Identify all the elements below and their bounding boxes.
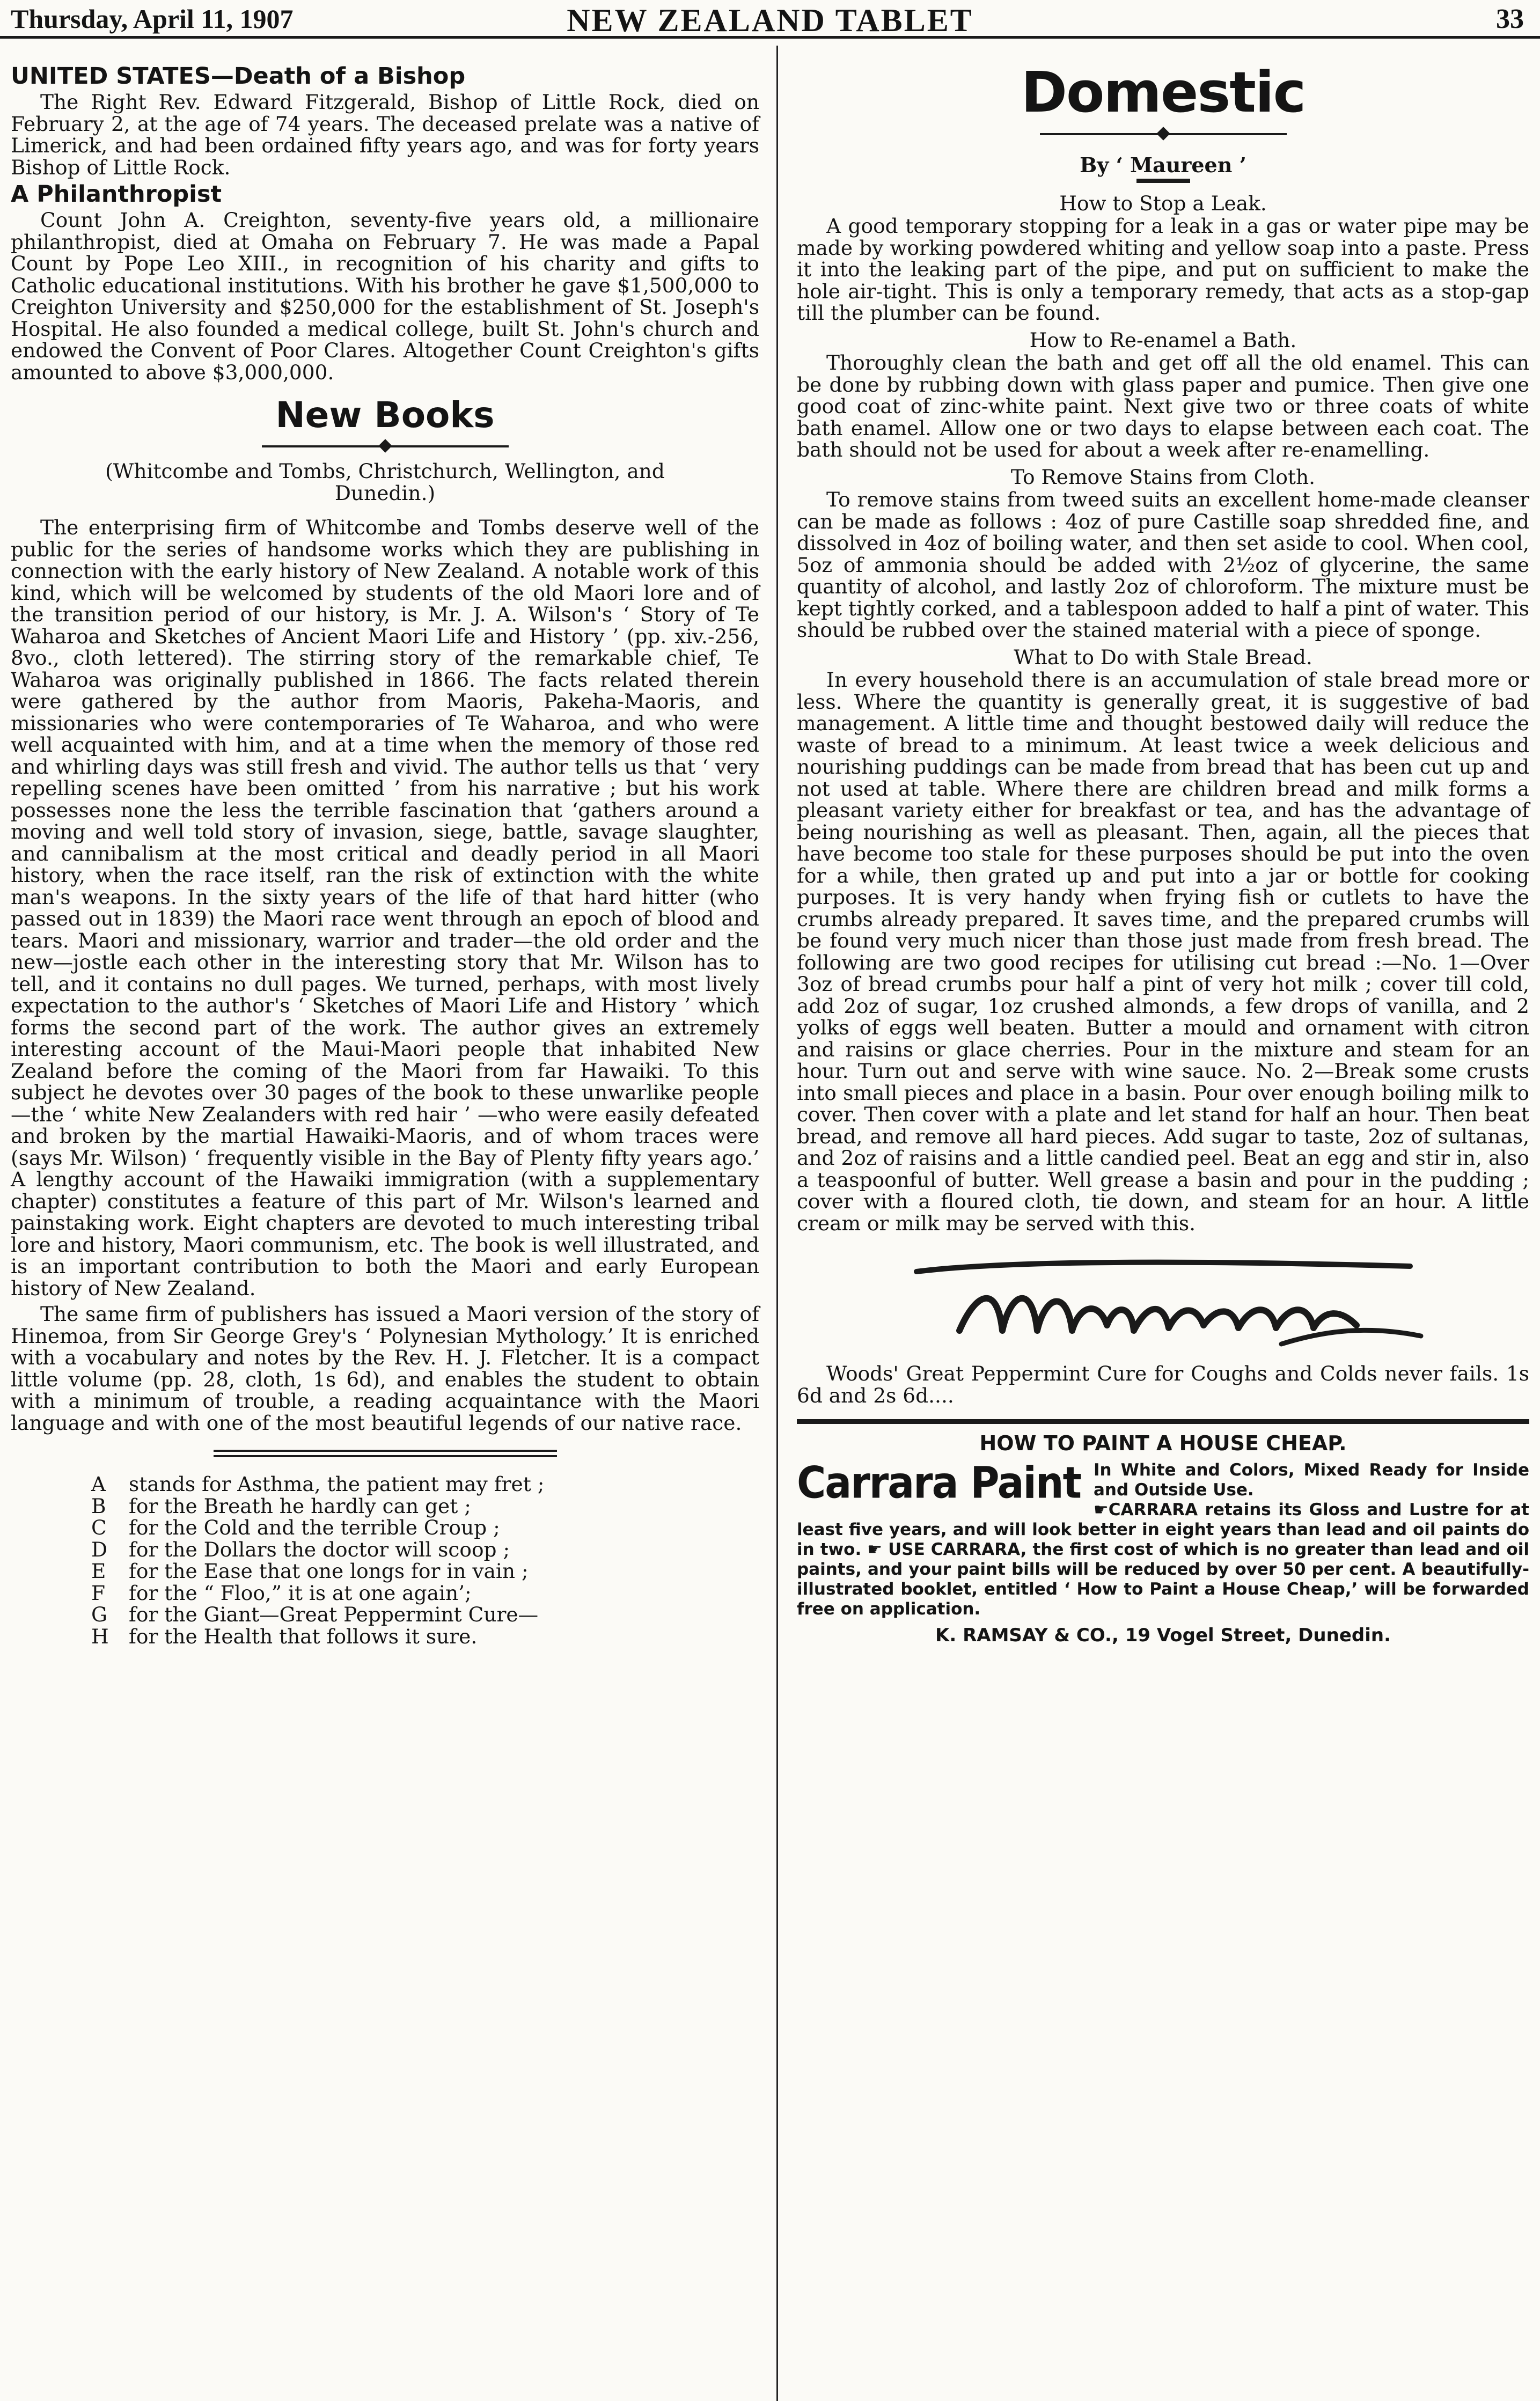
- byline: By ‘ Maureen ’: [1080, 153, 1246, 177]
- verse-line: G for the Giant—Great Peppermint Cure—: [91, 1603, 539, 1626]
- left-column: [11, 60, 759, 1647]
- maureen-signature: [797, 1250, 1529, 1352]
- philanthropist-heading: A Philanthropist: [11, 181, 222, 208]
- carrara-paint-ad: [797, 1457, 1529, 1619]
- carrara-brand: Carrara Paint: [797, 1457, 1081, 1509]
- ramsay-address: K. RAMSAY & CO., 19 Vogel Street, Dunedin.: [935, 1625, 1391, 1646]
- stains-heading: To Remove Stains from Cloth.: [1010, 465, 1316, 489]
- us-bishop-body: The Right Rev. Edward Fitzgerald, Bishop of Little Rock, died on February 2, at the age of 74 years. The deceased prelate was a native of Limerick, and had been ordained fifty years ago, and was for forty years Bishop of Little Rock.: [11, 90, 759, 179]
- issue-date: Thursday, April 11, 1907: [11, 4, 294, 34]
- bath-heading: How to Re-enamel a Bath.: [1029, 328, 1297, 352]
- leak-heading: How to Stop a Leak.: [1059, 191, 1267, 215]
- philanthropist-body: Count John A. Creighton, seventy-five years old, a millionaire philanthropist, died at Omaha on February 7. He was made a Papal Count by Pope Leo XIII., in recognition of his charity and gifts to Catholic educational institutions. With his brother he gave $1,500,000 to Creighton University and $250,000 for the establishment of St. Joseph's Hospital. He also founded a medical college, built St. John's church and endowed the Convent of Poor Clares. Altogether Count Creighton's gifts amounted to above $3,000,000.: [11, 208, 759, 384]
- section-divider: [214, 1450, 557, 1457]
- column-divider: [776, 46, 778, 2401]
- verse-line: H for the Health that follows it sure.: [91, 1624, 478, 1648]
- carrara-subtitle: In White and Colors, Mixed Ready for Inside and Outside Use.: [1093, 1460, 1529, 1500]
- right-column: [797, 60, 1529, 1647]
- bath-body: Thoroughly clean the bath and get off all the old enamel. This can be done by rubbing down with glass paper and pumice. Then give one good coat of zinc-white paint. Next give two or three coats of white bath enamel. Allow one or two days to elapse between each coat. The bath should not be used for about a week after re-enamelling.: [797, 351, 1529, 461]
- ad-top-rule: [797, 1419, 1529, 1424]
- carrara-body: ☛CARRARA retains its Gloss and Lustre for at least five years, and will look better in eight years than lead and oil paints do in two. ☛ USE CARRARA, the first cost of which is no greater than lead and oil paints, and your paint bills will be reduced by over 50 per cent. A beautifully-illustrated booklet, entitled ‘ How to Paint a House Cheap,’ will be forwarded free on application.: [797, 1500, 1529, 1619]
- us-bishop-heading: UNITED STATES—Death of a Bishop: [11, 63, 466, 90]
- heading-ornament: [262, 440, 509, 453]
- domestic-heading: Domestic: [1021, 60, 1306, 125]
- verse-line: F for the “ Floo,” it is at one again’;: [91, 1581, 472, 1605]
- woods-peppermint-ad: Woods' Great Peppermint Cure for Coughs and Colds never fails. 1s 6d and 2s 6d....: [797, 1362, 1529, 1407]
- new-books-paragraph-2: The same firm of publishers has issued a Maori version of the story of Hinemoa, from Sir George Grey's ‘ Polynesian Mythology.’ It is enriched with a vocabulary and notes by the Rev. H. J. Fletcher. It is a compact little volume (pp. 28, cloth, 1s 6d), and enables the student to obtain with a minimum of trouble, a reading acquaintance with the Maori language and with one of the most beautiful legends of our native race.: [11, 1302, 759, 1435]
- alphabet-verse: [91, 1473, 759, 1647]
- new-books-paragraph-1: The enterprising firm of Whitcombe and Tombs deserve well of the public for the series of handsome works which they are publishing in connection with the early history of New Zealand. A notable work of this kind, which will be welcomed by students of the old Maori lore and of the transition period of our history, is Mr. J. A. Wilson's ‘ Story of Te Waharoa and Sketches of Ancient Maori Life and History ’ (pp. xiv.-256, 8vo., cloth lettered). The stirring story of the remarkable chief, Te Waharoa was originally published in 1866. The facts related therein were gathered by the author from Maoris, Pakeha-Maoris, and missionaries who were contemporaries of Te Waharoa, and who were well acquainted with him, and at a time when the memory of those red and whirling days was still fresh and vivid. The author tells us that ‘ very repelling scenes have been omitted ’ from his narrative ; but his work possesses none the less the terrible fascination that ‘gathers around a moving and well told story of invasion, siege, battle, savage slaughter, and cannibalism at the most critical and deadly period in all Maori history, when the race itself, ran the risk of extinction with the white man's weapons. In the sixty years of the life of that hard hitter (who passed out in 1839) the Maori race went through an epoch of blood and tears. Maori and missionary, warrior and trader—the old order and the new—jostle each other in the interesting story that Mr. Wilson has to tell, and it contains no dull pages. We turned, perhaps, with most lively expectation to the author's ‘ Sketches of Maori Life and History ’ which forms the second part of the work. The author gives an extremely interesting account of the Maui-Maori people that inhabited New Zealand before the coming of the Maori from far Hawaiki. To this subject he devotes over 30 pages of the book to these unwarlike people—the ‘ white New Zealanders with red hair ’ —who were easily defeated and broken by the martial Hawaiki-Maoris, and of whom traces were (says Mr. Wilson) ‘ frequently visible in the Bay of Plenty fifty years ago.’ A lengthy account of the Hawaiki immigration (with a supplementary chapter) constitutes a feature of this part of Mr. Wilson's learned and painstaking work. Eight chapters are devoted to much interesting tribal lore and history, Maori communism, etc. The book is well illustrated, and is an important contribution to both the Maori and early European history of New Zealand.: [11, 516, 759, 1300]
- byline-rule: [1136, 179, 1190, 183]
- newspaper-title: NEW ZEALAND TABLET: [567, 3, 973, 38]
- new-books-heading: New Books: [275, 394, 495, 436]
- page-number: 33: [1496, 4, 1524, 34]
- heading-ornament: [1040, 128, 1287, 141]
- verse-line: E for the Ease that one longs for in vain ;: [91, 1559, 529, 1583]
- publisher-note: (Whitcombe and Tombs, Christchurch, Wellington, and Dunedin.): [105, 459, 665, 505]
- stains-body: To remove stains from tweed suits an excellent home-made cleanser can be made as follows : 4oz of pure Castille soap shredded fine, and dissolved in 4oz of boiling water, and then set aside to cool. When cool, 5oz of ammonia should be added with 2½oz of glycerine, the same quantity of alcohol, and lastly 2oz of chloroform. The mixture must be kept tightly corked, and a tablespoon added to half a pint of water. This should be rubbed over the stained material with a piece of sponge.: [797, 488, 1529, 642]
- stale-bread-heading: What to Do with Stale Bread.: [1014, 645, 1312, 669]
- stale-bread-body: In every household there is an accumulation of stale bread more or less. Where the quantity is generally great, it is suggestive of bad management. A little time and thought bestowed daily will reduce the waste of bread to a minimum. At least twice a week delicious and nourishing puddings can be made from bread that has been cut up and not used at table. Where there are children bread and milk forms a pleasant variety either for breakfast or tea, and has the advantage of being nourishing as well as pleasant. Then, again, all the pieces that have become too stale for these purposes should be put into the oven for a while, then grated up and put into a jar or bottle for cooking purposes. It is very handy when frying fish or cutlets to have the crumbs already prepared. It saves time, and the prepared crumbs will be found very much nicer than those just made from fresh bread. The following are two good recipes for utilising cut bread :—No. 1—Over 3oz of bread crumbs pour half a pint of very hot milk ; cover till cold, add 2oz of sugar, 1oz crushed almonds, a few drops of vanilla, and 2 yolks of eggs well beaten. Butter a mould and ornament with citron and raisins or glace cherries. Pour in the mixture and steam for an hour. Turn out and serve with wine sauce. No. 2—Break some crusts into small pieces and place in a basin. Pour over enough boiling milk to cover. Then cover with a plate and let stand for half an hour. Then beat bread, and remove all hard pieces. Add sugar to taste, 2oz of sultanas, and 2oz of raisins and a little candied peel. Beat an egg and stir in, also a teaspoonful of butter. Well grease a basin and pour in the pudding ; cover with a floured cloth, tie down, and steam for an hour. A little cream or milk may be served with this.: [797, 668, 1529, 1235]
- verse-line: A stands for Asthma, the patient may fret ;: [91, 1472, 545, 1496]
- signature-graphic: [895, 1250, 1432, 1352]
- verse-line: B for the Breath he hardly can get ;: [91, 1494, 471, 1518]
- verse-line: C for the Cold and the terrible Croup ;: [91, 1516, 500, 1539]
- masthead: [0, 0, 1540, 39]
- leak-body: A good temporary stopping for a leak in a gas or water pipe may be made by working powdered whiting and yellow soap into a paste. Press it into the leaking part of the pipe, and put on sufficient to make the hole air-tight. This is only a temporary remedy, that acts as a stop-gap till the plumber can be found.: [797, 214, 1529, 325]
- paint-ad-title: HOW TO PAINT A HOUSE CHEAP.: [979, 1431, 1347, 1455]
- verse-line: D for the Dollars the doctor will scoop ;: [91, 1537, 510, 1561]
